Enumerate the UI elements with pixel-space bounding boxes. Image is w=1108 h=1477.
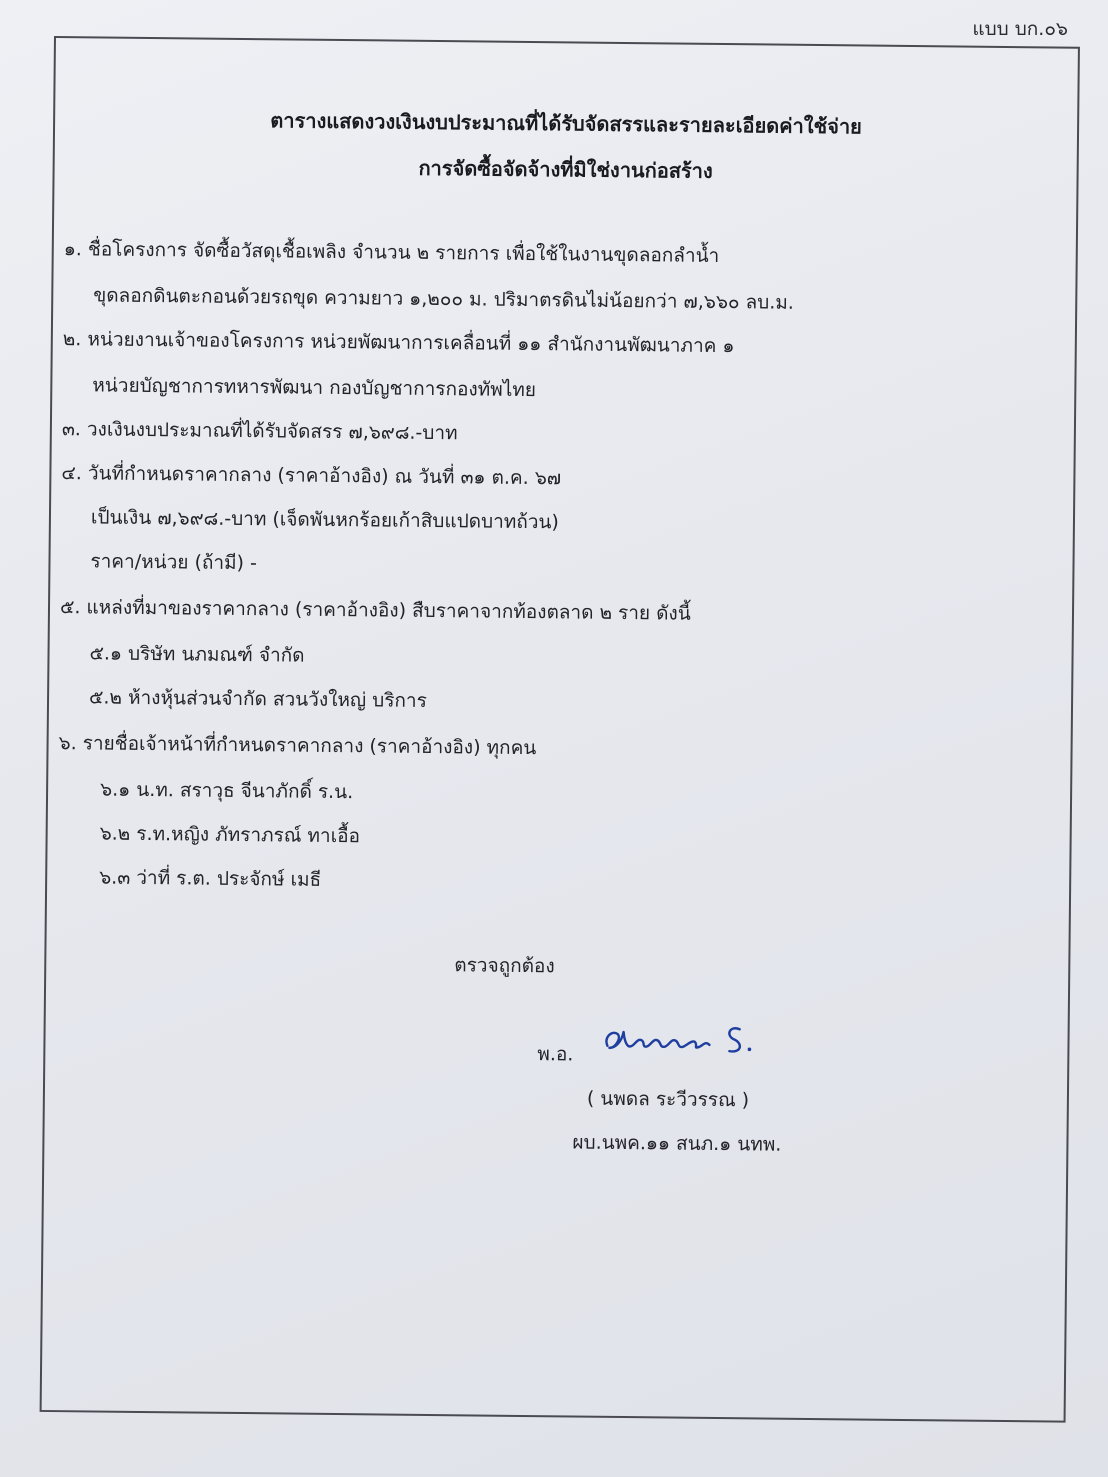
- document-title-line-1: ตารางแสดงวงเงินงบประมาณที่ได้รับจัดสรรและรายละเอียดค่าใช้จ่าย: [270, 108, 862, 139]
- signer-rank: พ.อ.: [537, 1043, 574, 1066]
- signer-name: ( นพดล ระวีวรรณ ): [586, 1087, 750, 1112]
- item-6-officer-3: ๖.๓ ว่าที่ ร.ต. ประจักษ์ เมธี: [99, 866, 322, 891]
- document-title-line-2: การจัดซื้อจัดจ้างที่มิใช่งานก่อสร้าง: [418, 155, 713, 183]
- item-1-project-name: ๑. ชื่อโครงการ จัดซื้อวัสดุเชื้อเพลิง จำนวน ๒ รายการ เพื่อใช้ในงานขุดลอกลำน้ำ: [63, 238, 720, 267]
- item-1-project-detail: ขุดลอกดินตะกอนด้วยรถขุด ความยาว ๑,๒๐๐ ม. ปริมาตรดินไม่น้อยกว่า ๗,๖๖๐ ลบ.ม.: [93, 284, 795, 314]
- document-body: [42, 38, 1078, 1421]
- item-5-price-source: ๕. แหล่งที่มาของราคากลาง (ราคาอ้างอิง) สืบราคาจากท้องตลาด ๒ ราย ดังนี้: [59, 596, 691, 625]
- handwritten-signature: [601, 1016, 771, 1062]
- signer-position: ผบ.นพค.๑๑ สนภ.๑ นทพ.: [572, 1131, 782, 1156]
- form-code: แบบ บก.๐๖: [972, 18, 1068, 40]
- item-4-amount: เป็นเงิน ๗,๖๙๘.-บาท (เจ็ดพันหกร้อยเก้าสิบแปดบาทถ้วน): [90, 506, 560, 534]
- item-6-officer-2: ๖.๒ ร.ท.หญิง ภัทราภรณ์ ทาเอื้อ: [99, 822, 361, 848]
- item-6-officer-1: ๖.๑ น.ท. สราวุธ จีนาภักดิ์ ร.น.: [99, 778, 354, 804]
- certification-text: ตรวจถูกต้อง: [454, 954, 555, 978]
- item-3-budget: ๓. วงเงินงบประมาณที่ได้รับจัดสรร ๗,๖๙๘.-บาท: [61, 418, 458, 445]
- item-2-owner-command: หน่วยบัญชาการทหารพัฒนา กองบัญชาการกองทัพไทย: [92, 374, 537, 402]
- item-4-reference-date: ๔. วันที่กำหนดราคากลาง (ราคาอ้างอิง) ณ วันที่ ๓๑ ต.ค. ๖๗: [61, 462, 562, 490]
- item-6-officers: ๖. รายชื่อเจ้าหน้าที่กำหนดราคากลาง (ราคาอ้างอิง) ทุกคน: [58, 732, 537, 760]
- item-4-unit-price: ราคา/หน่วย (ถ้ามี) -: [90, 550, 258, 575]
- document-frame: [40, 36, 1080, 1423]
- item-5-source-2: ๕.๒ ห้างหุ้นส่วนจำกัด สวนวังใหญ่ บริการ: [88, 686, 427, 712]
- item-5-source-1: ๕.๑ บริษัท นภมณฑ์ จำกัด: [89, 642, 305, 667]
- item-2-owner-unit: ๒. หน่วยงานเจ้าของโครงการ หน่วยพัฒนาการเคลื่อนที่ ๑๑ สำนักงานพัฒนาภาค ๑: [62, 328, 735, 358]
